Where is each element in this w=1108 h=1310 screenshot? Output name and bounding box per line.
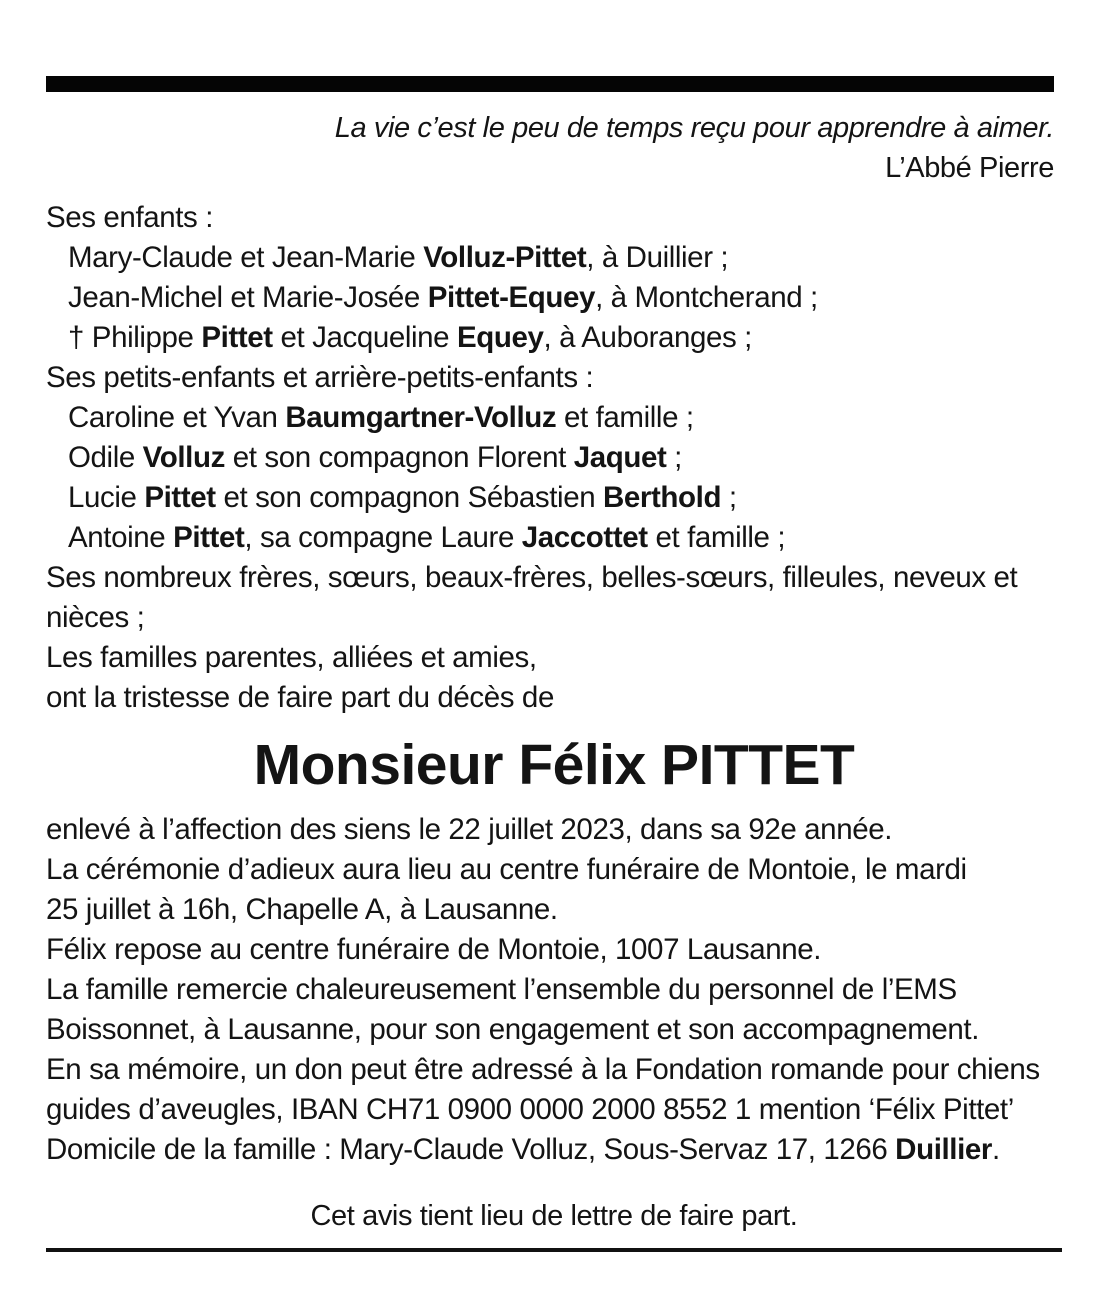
family-list <box>46 198 1062 718</box>
top-divider-bar <box>46 76 1054 92</box>
text-line: ont la tristesse de faire part du décès de <box>46 681 554 714</box>
text-line: La cérémonie d’adieux aura lieu au centre funéraire de Montoie, le mardi <box>46 853 967 886</box>
text-line: La famille remercie chaleureusement l’ensemble du personnel de l’EMS <box>46 973 957 1006</box>
announcement-details <box>46 810 1062 1170</box>
text-line: Boissonnet, à Lausanne, pour son engagement et son accompagnement. <box>46 1013 980 1046</box>
text-line: † Philippe Pittet et Jacqueline Equey, à Auboranges ; <box>68 321 752 354</box>
text-line: Ses nombreux frères, sœurs, beaux-frères, belles-sœurs, filleules, neveux et <box>46 561 1018 594</box>
text-line: Ses enfants : <box>46 201 213 234</box>
epigraph <box>46 108 1062 188</box>
text-line: Ses petits-enfants et arrière-petits-enfants : <box>46 361 594 394</box>
quote-author: L’Abbé Pierre <box>885 152 1054 184</box>
text-line: Jean-Michel et Marie-Josée Pittet-Equey, à Montcherand ; <box>68 281 818 314</box>
text-line: Mary-Claude et Jean-Marie Volluz-Pittet, à Duillier ; <box>68 241 729 274</box>
text-line: Caroline et Yvan Baumgartner-Volluz et famille ; <box>68 401 694 434</box>
deceased-name-title: Monsieur Félix PITTET <box>253 733 855 797</box>
closing-statement: Cet avis tient lieu de lettre de faire part. <box>310 1200 798 1232</box>
bottom-divider-line <box>46 1248 1062 1252</box>
text-line: Antoine Pittet, sa compagne Laure Jaccottet et famille ; <box>68 521 786 554</box>
text-line: Domicile de la famille : Mary-Claude Volluz, Sous-Servaz 17, 1266 Duillier. <box>46 1133 1000 1166</box>
text-line: En sa mémoire, un don peut être adressé à la Fondation romande pour chiens <box>46 1053 1040 1086</box>
text-line: enlevé à l’affection des siens le 22 juillet 2023, dans sa 92e année. <box>46 813 893 846</box>
text-line: Lucie Pittet et son compagnon Sébastien Berthold ; <box>68 481 737 514</box>
text-line: nièces ; <box>46 601 145 634</box>
text-line: Félix repose au centre funéraire de Montoie, 1007 Lausanne. <box>46 933 822 966</box>
text-line: guides d’aveugles, IBAN CH71 0900 0000 2000 8552 1 mention ‘Félix Pittet’ <box>46 1093 1014 1126</box>
text-line: 25 juillet à 16h, Chapelle A, à Lausanne. <box>46 893 558 926</box>
text-line: Odile Volluz et son compagnon Florent Jaquet ; <box>68 441 682 474</box>
text-line: Les familles parentes, alliées et amies, <box>46 641 537 674</box>
quote-text: La vie c’est le peu de temps reçu pour apprendre à aimer. <box>334 112 1054 144</box>
